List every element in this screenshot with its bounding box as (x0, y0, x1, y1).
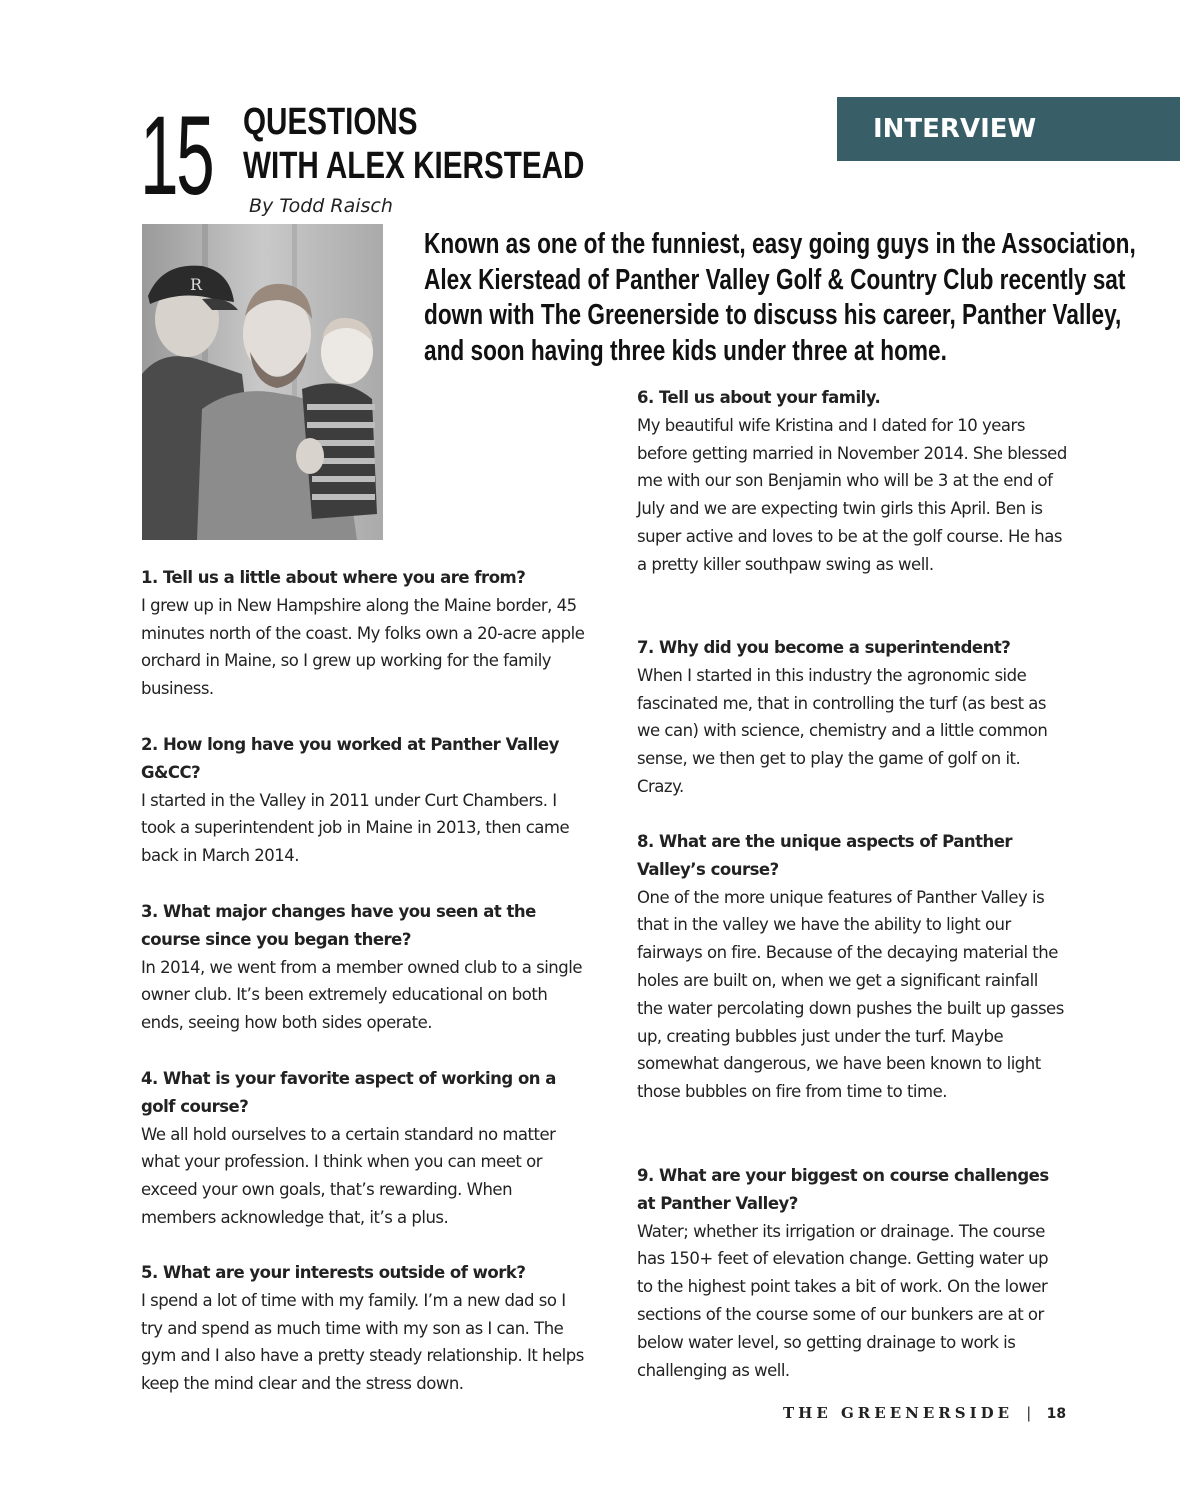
portrait-photo-illustration (142, 224, 383, 540)
question-8: 8. What are the unique aspects of Panther Valley’s course? (637, 832, 1013, 879)
question-3: 3. What major changes have you seen at the course since you began there? (141, 902, 536, 949)
question-5: 5. What are your interests outside of work? (141, 1263, 526, 1282)
publication-name: THE GREENERSIDE (783, 1404, 1014, 1422)
answer-6: My beautiful wife Kristina and I dated for 10 years before getting married in November 2014. She blessed me with our son Benjamin who will be 3 at the end of July and we are expecting twin girls this April. Ben is super active and loves to be at the golf course. He has a pretty killer southpaw swing as well. (637, 415, 1067, 574)
answer-7: When I started in this industry the agronomic side fascinated me, that in controlling the turf (as best as we can) with science, chemistry and a little common sense, we then get to play the game of golf on it. Crazy. (637, 665, 1048, 796)
question-9: 9. What are your biggest on course challenges at Panther Valley? (637, 1166, 1049, 1213)
question-block-5 (141, 1259, 586, 1398)
portrait-photo (142, 224, 383, 540)
headline-number: 15 (140, 93, 213, 218)
question-block-7 (637, 634, 1067, 801)
intro-line: Known as one of the funniest, easy going guys in the Association, (424, 228, 1136, 260)
headline-title (243, 100, 584, 188)
answer-5: I spend a lot of time with my family. I’m a new dad so I try and spend as much time with my son as I can. The gym and I also have a pretty steady relationship. It helps keep the mind clear and the stress down. (141, 1290, 584, 1394)
question-block-6 (637, 384, 1067, 579)
question-block-8 (637, 828, 1067, 1106)
question-2: 2. How long have you worked at Panther Valley G&CC? (141, 735, 559, 782)
section-tag: INTERVIEW (837, 97, 1180, 161)
question-block-1 (141, 564, 586, 703)
answer-8: One of the more unique features of Panther Valley is that in the valley we have the ability to light our fairways on fire. Because of the decaying material the holes are built on, when we get a significant rainfall the water percolating down pushes the built up gasses up, creating bubbles just under the turf. Maybe somewhat dangerous, we have been known to light those bubbles on fire from time to time. (637, 887, 1064, 1102)
question-block-4 (141, 1065, 586, 1232)
intro-line: Alex Kierstead of Panther Valley Golf & Country Club recently sat (424, 263, 1126, 296)
byline: By Todd Raisch (249, 195, 393, 217)
answer-3: In 2014, we went from a member owned club to a single owner club. It’s been extremely educational on both ends, seeing how both sides operate. (141, 957, 582, 1033)
question-1: 1. Tell us a little about where you are from? (141, 568, 526, 587)
answer-9: Water; whether its irrigation or drainage. The course has 150+ feet of elevation change. Getting water up to the highest point takes a bit of work. On the lower sections of the course some of our bunkers are at or below water level, so getting drainage to work is challenging as well. (637, 1221, 1049, 1380)
question-4: 4. What is your favorite aspect of working on a golf course? (141, 1069, 556, 1116)
headline-title-line2: WITH ALEX KIERSTEAD (243, 145, 585, 187)
intro-line: down with The Greenerside to discuss his career, Panther Valley, (424, 299, 1122, 331)
intro-line: and soon having three kids under three at home. (424, 334, 947, 367)
intro-paragraph (424, 227, 1136, 369)
headline-title-line1: QUESTIONS (243, 101, 418, 143)
svg-text:R: R (190, 275, 203, 294)
question-block-9 (637, 1162, 1067, 1384)
question-7: 7. Why did you become a superintendent? (637, 638, 1011, 657)
answer-2: I started in the Valley in 2011 under Curt Chambers. I took a superintendent job in Maine in 2013, then came back in March 2014. (141, 790, 570, 866)
answer-4: We all hold ourselves to a certain standard no matter what your profession. I think when you can meet or exceed your own goals, that’s rewarding. When members acknowledge that, it’s a plus. (141, 1124, 556, 1227)
question-block-3 (141, 898, 586, 1037)
footer-separator: | (1026, 1404, 1032, 1422)
question-6: 6. Tell us about your family. (637, 388, 881, 407)
page-number: 18 (1046, 1406, 1067, 1422)
page-footer (783, 1404, 1066, 1422)
question-block-2 (141, 731, 581, 870)
answer-1: I grew up in New Hampshire along the Maine border, 45 minutes north of the coast. My folks own a 20-acre apple orchard in Maine, so I grew up working for the family business. (141, 595, 585, 699)
